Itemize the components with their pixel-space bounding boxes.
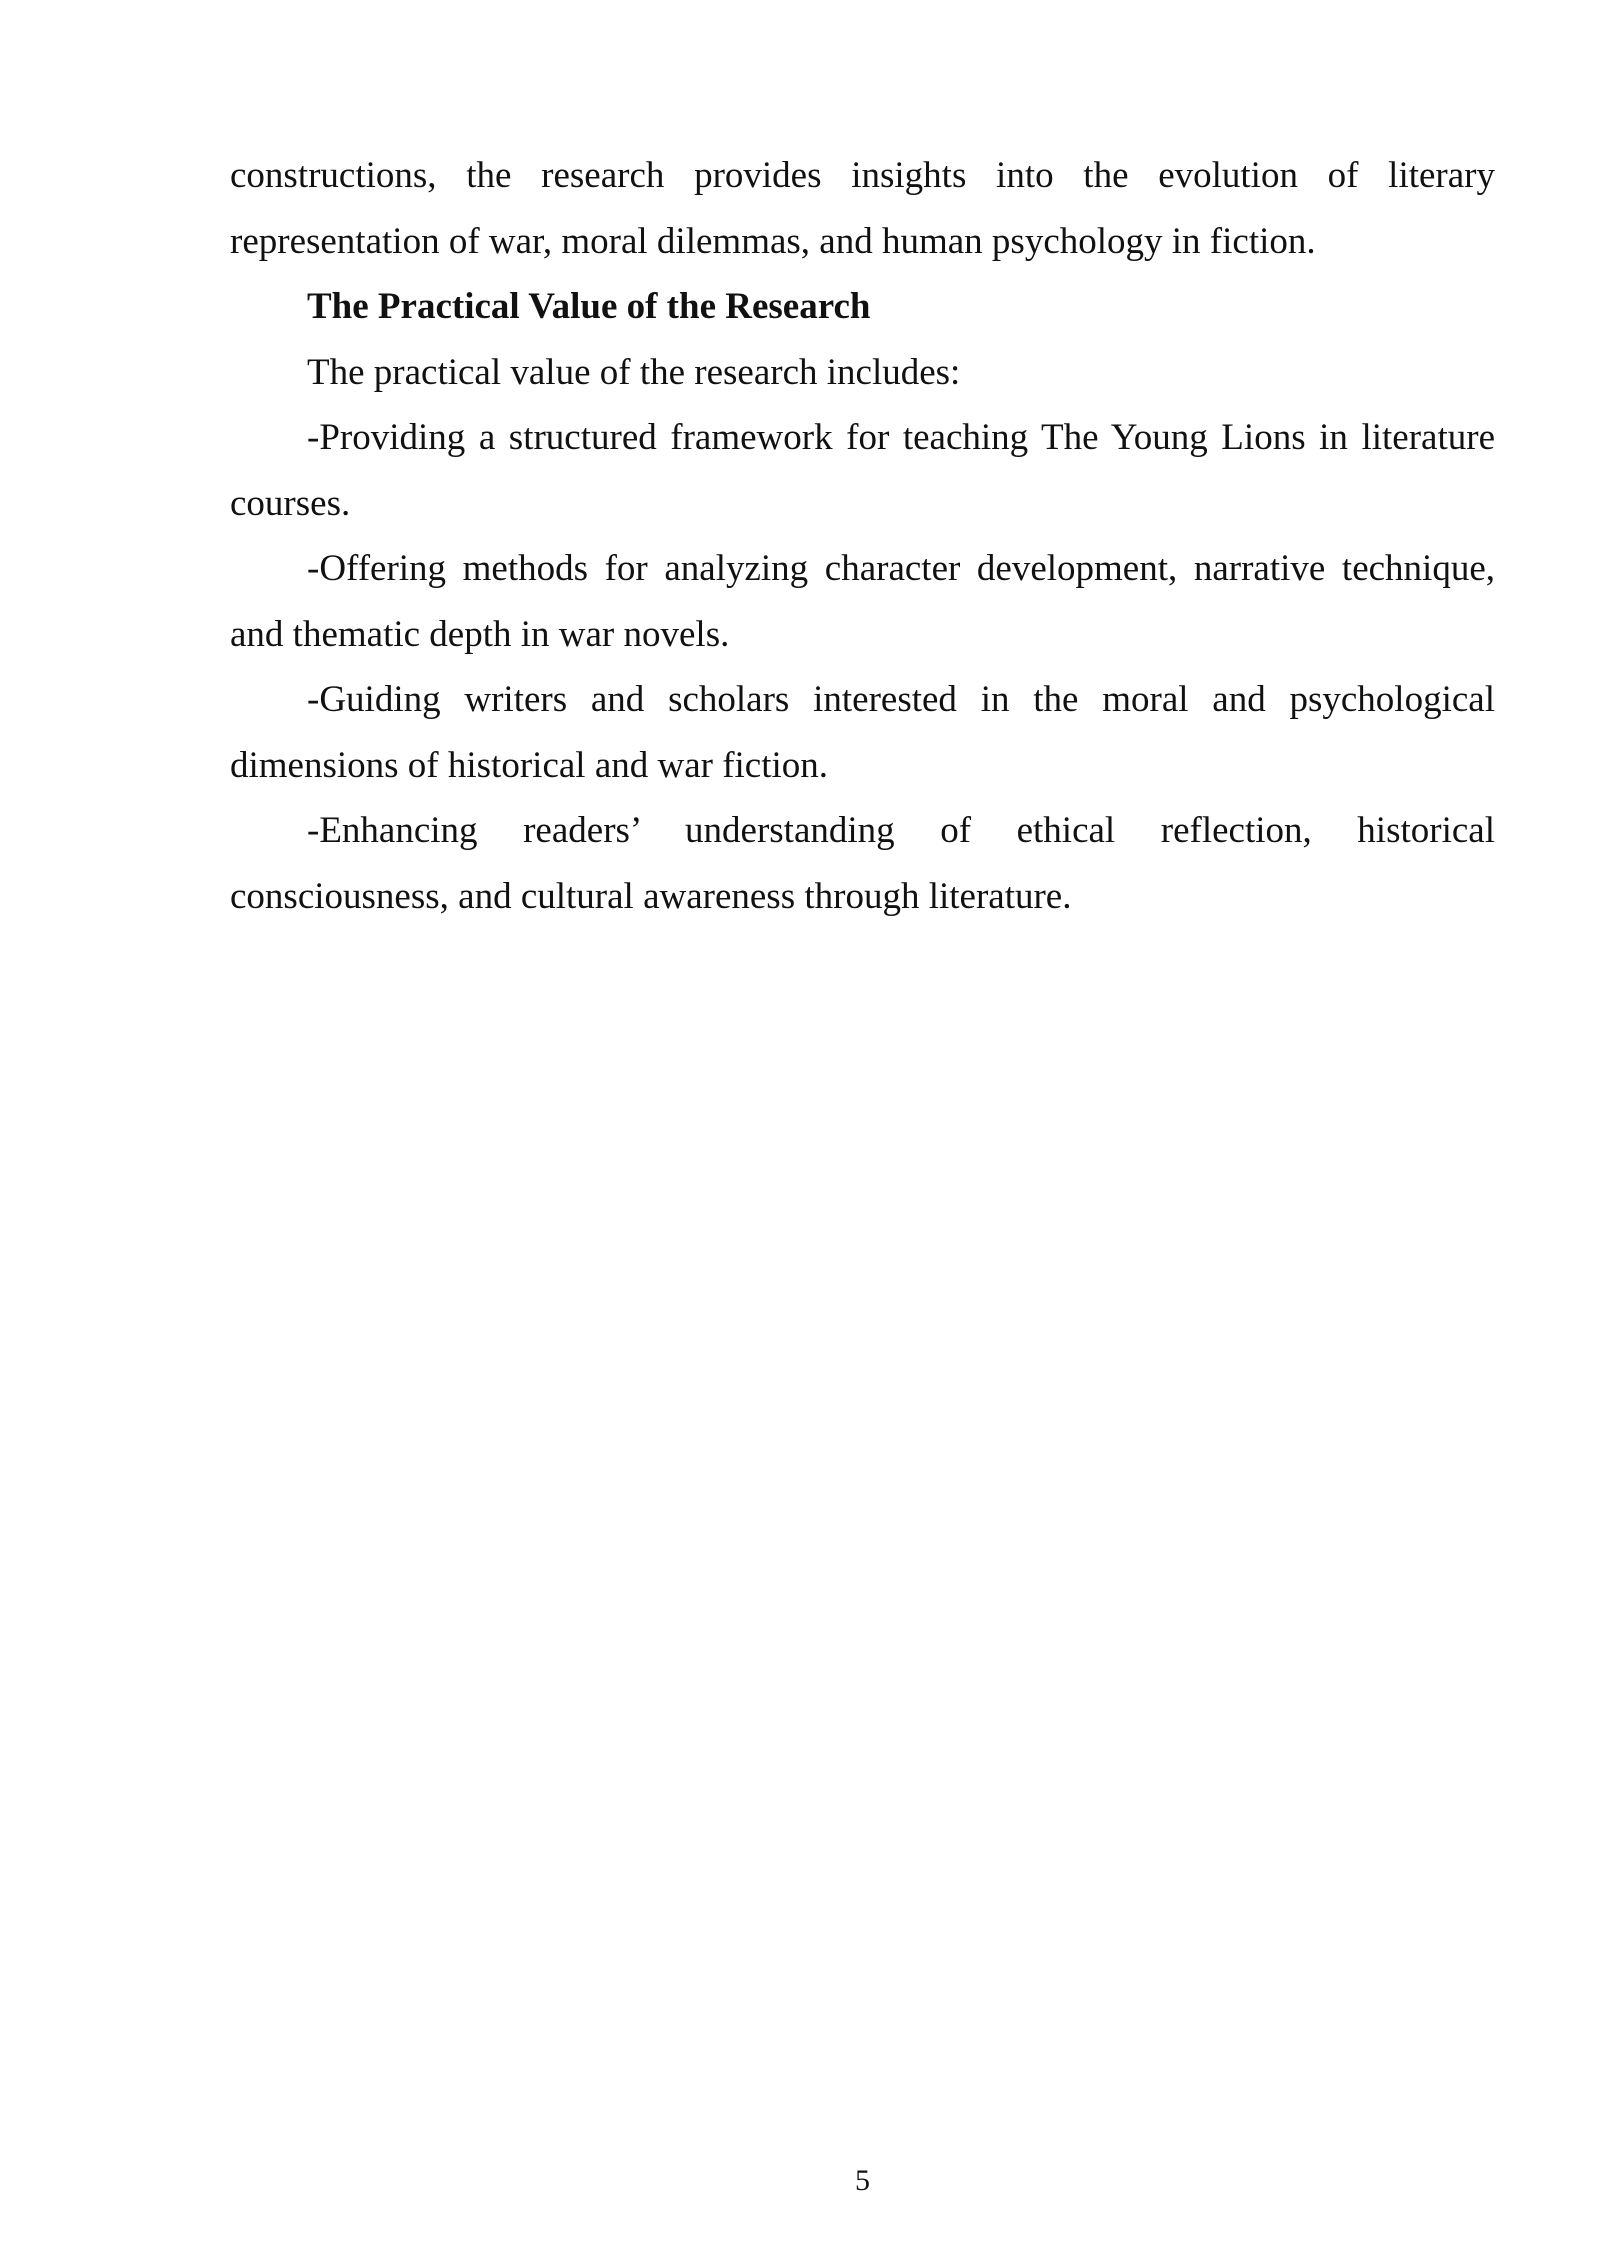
page-number: 5 (855, 2164, 870, 2197)
list-item: -Enhancing readers’ understanding of ethical reflection, historical consciousness, and cultural awareness through literature. (230, 810, 1495, 917)
lead-paragraph: The practical value of the research includes: (307, 351, 961, 393)
list-item: -Offering methods for analyzing character development, narrative technique, and thematic depth in war novels. (230, 548, 1495, 655)
body-text (230, 143, 1495, 929)
section-heading: The Practical Value of the Research (307, 286, 871, 327)
list-item: -Guiding writers and scholars interested in the moral and psychological dimensions of historical and war fiction. (230, 679, 1495, 786)
intro-paragraph: constructions, the research provides insights into the evolution of literary representation of war, moral dilemmas, and human psychology in fiction. (230, 155, 1495, 262)
list-item: -Providing a structured framework for teaching The Young Lions in literature courses. (230, 417, 1495, 524)
